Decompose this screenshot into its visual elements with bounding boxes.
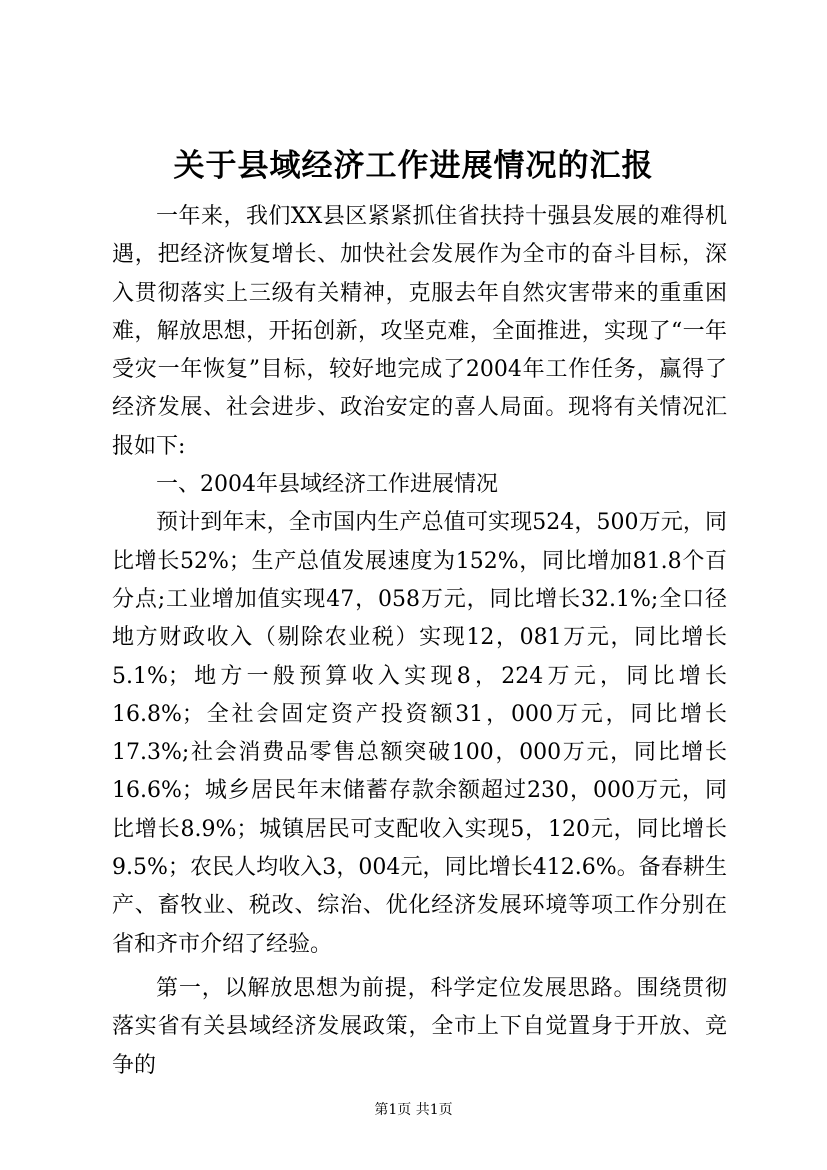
document-title: 关于县域经济工作进展情况的汇报 — [173, 148, 654, 184]
document-body — [112, 198, 727, 1085]
section-heading: 一、2004年县域经济工作进展情况 — [156, 472, 498, 498]
paragraph-intro: 一年来，我们XX县区紧紧抓住省扶持十强县发展的难得机遇，把经济恢复增长、加快社会发展作为全市的奋斗目标，深入贯彻落实上三级有关精神，克服去年自然灾害带来的重重困难，解放思想，开拓创新，攻坚克难，全面推进，实现了“一年受灾一年恢复”目标，较好地完成了2004年工作任务，赢得了经济发展、社会进步、政治安定的喜人局面。现将有关情况汇报如下: — [112, 204, 727, 459]
paragraph-statistics: 预计到年末，全市国内生产总值可实现524，500万元，同比增长52%；生产总值发展速度为152%，同比增加81.8个百分点;工业增加值实现47，058万元，同比增长32.1%;全口径地方财政收入（剔除农业税）实现12，081万元，同比增长5.1%；地方一般预算收入实现8，224万元，同比增长16.8%；全社会固定资产投资额31，000万元，同比增长17.3%;社会消费品零售总额突破100，000万元，同比增长16.6%；城乡居民年末储蓄存款余额超过230，000万元，同比增长8.9%；城镇居民可支配收入实现5，120元，同比增长9.5%；农民人均收入3，004元，同比增长412.6%。备春耕生产、畜牧业、税改、综治、优化经济发展环境等项工作分别在省和齐市介绍了经验。 — [112, 510, 727, 957]
paragraph-first-point: 第一，以解放思想为前提，科学定位发展思路。围绕贯彻落实省有关县域经济发展政策，全市上下自觉置身于开放、竞争的 — [112, 975, 727, 1078]
page-footer: 第1页 共1页 — [374, 1102, 453, 1118]
